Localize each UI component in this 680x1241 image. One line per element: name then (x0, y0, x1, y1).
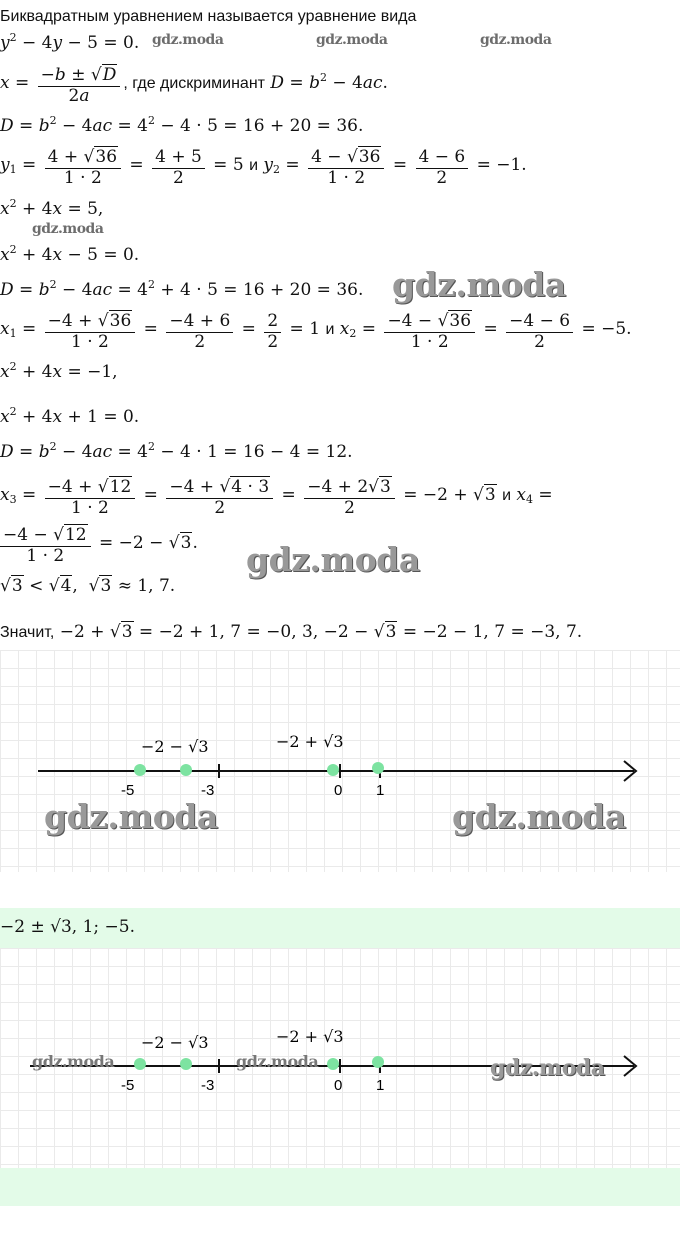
root-x3: $x_3$ = $\frac{-4 + √12}{1 \cdot 2}$ = $\frac{-4 + √4 \cdot 3}{2}$ = $\frac{-4 + 2√3}{2}$ = −2 + √3 и $x_4$ = (0, 477, 553, 515)
watermark: gdz.moda (152, 32, 224, 48)
where-discriminant-text: , где дискриминант (123, 75, 265, 92)
equation-5: $x^2 + 4x + 1 = 0$. (0, 405, 140, 427)
tick-label-one: 1 (376, 1077, 385, 1094)
discriminant-1: $D = b^2 - 4ac = 4^2 - 4 \cdot 5 = 16 + 20 = 36$. (0, 114, 364, 136)
and-word: и (325, 321, 335, 338)
watermark: gdz.moda (32, 1052, 115, 1071)
point-minus-2-minus-sqrt3 (180, 764, 192, 776)
tick-label-minus-3: -3 (201, 1077, 215, 1094)
and-word: и (502, 487, 511, 504)
and-word: и (249, 157, 258, 174)
label-minus-2-plus-sqrt3: −2 + √3 (276, 732, 344, 751)
tick-label-minus-5: -5 (121, 782, 135, 799)
equation-1: $y^2 - 4y - 5 = 0$. (0, 31, 140, 53)
discriminant-2: $D = b^2 - 4ac = 4^2 + 4 \cdot 5 = 16 + 20 = 36$. (0, 278, 364, 300)
tick-label-minus-5: -5 (121, 1077, 135, 1094)
point-one (372, 1056, 384, 1068)
watermark: gdz.moda (392, 265, 566, 304)
watermark: gdz.moda (44, 797, 218, 836)
watermark: gdz.moda (236, 1052, 319, 1071)
roots-x1-x2: $x_1$ = $\frac{-4 + √36}{1 \cdot 2}$ = $\frac{-4 + 6}{2}$ = $\frac{2}{2}$ = 1 и $x_2$ = $\frac{-4 - √36}{1 \cdot 2}$ = $\frac{-4 - 6}{2}$ = −5. (0, 311, 632, 349)
discriminant-3: $D = b^2 - 4ac = 4^2 - 4 \cdot 1 = 16 - 4 = 12$. (0, 440, 353, 462)
intro-text: Биквадратным уравнением называется уравнение вида (0, 8, 417, 25)
quadratic-formula: x = $\frac{-b \pm √D}{2a}$ , где дискриминант $D = b^2 - 4ac$. (0, 65, 388, 103)
roots-y: $y_1$ = $\frac{4 + √36}{1 \cdot 2}$ = $\frac{4 + 5}{2}$ = 5 и $y_2$ = $\frac{4 - √36}{1 \cdot 2}$ = $\frac{4 - 6}{2}$ = −1. (0, 147, 527, 185)
equation-3: $x^2 + 4x - 5 = 0$. (0, 243, 140, 265)
root-x4: $\frac{-4 - √12}{1 \cdot 2}$ = −2 − √3. (0, 524, 198, 570)
watermark: gdz.moda (490, 1055, 605, 1081)
label-minus-2-minus-sqrt3: −2 − √3 (141, 737, 209, 756)
point-minus-5 (134, 1058, 146, 1070)
approximation-line: Значит, −2 + √3 = −2 + 1, 7 = −0, 3, −2 − √3 = −2 − 1, 7 = −3, 7. (0, 622, 583, 642)
watermark: gdz.moda (452, 797, 626, 836)
equation-4: $x^2 + 4x = -1$, (0, 360, 118, 382)
tick-label-one: 1 (376, 782, 385, 799)
watermark: gdz.moda (480, 32, 552, 48)
point-minus-2-plus-sqrt3 (327, 1058, 339, 1070)
watermark: gdz.moda (246, 540, 420, 579)
tick-label-zero: 0 (334, 782, 343, 799)
answer-text: −2 ± √3, 1; −5. (0, 917, 135, 937)
watermark: gdz.moda (316, 32, 388, 48)
answer-box-empty (0, 1168, 680, 1206)
number-line-1 (0, 650, 680, 872)
watermark: gdz.moda (32, 221, 104, 237)
label-minus-2-minus-sqrt3: −2 − √3 (141, 1033, 209, 1052)
point-one (372, 762, 384, 774)
answer-box (0, 908, 680, 948)
tick-label-minus-3: -3 (201, 782, 215, 799)
point-minus-2-plus-sqrt3 (327, 764, 339, 776)
sqrt-comparison: √3 < √4, √3 ≈ 1, 7. (0, 576, 176, 596)
therefore-word: Значит, (0, 624, 55, 641)
label-minus-2-plus-sqrt3: −2 + √3 (276, 1027, 344, 1046)
point-minus-5 (134, 764, 146, 776)
tick-label-zero: 0 (334, 1077, 343, 1094)
equation-2: $x^2 + 4x = 5$, (0, 197, 104, 219)
point-minus-2-minus-sqrt3 (180, 1058, 192, 1070)
